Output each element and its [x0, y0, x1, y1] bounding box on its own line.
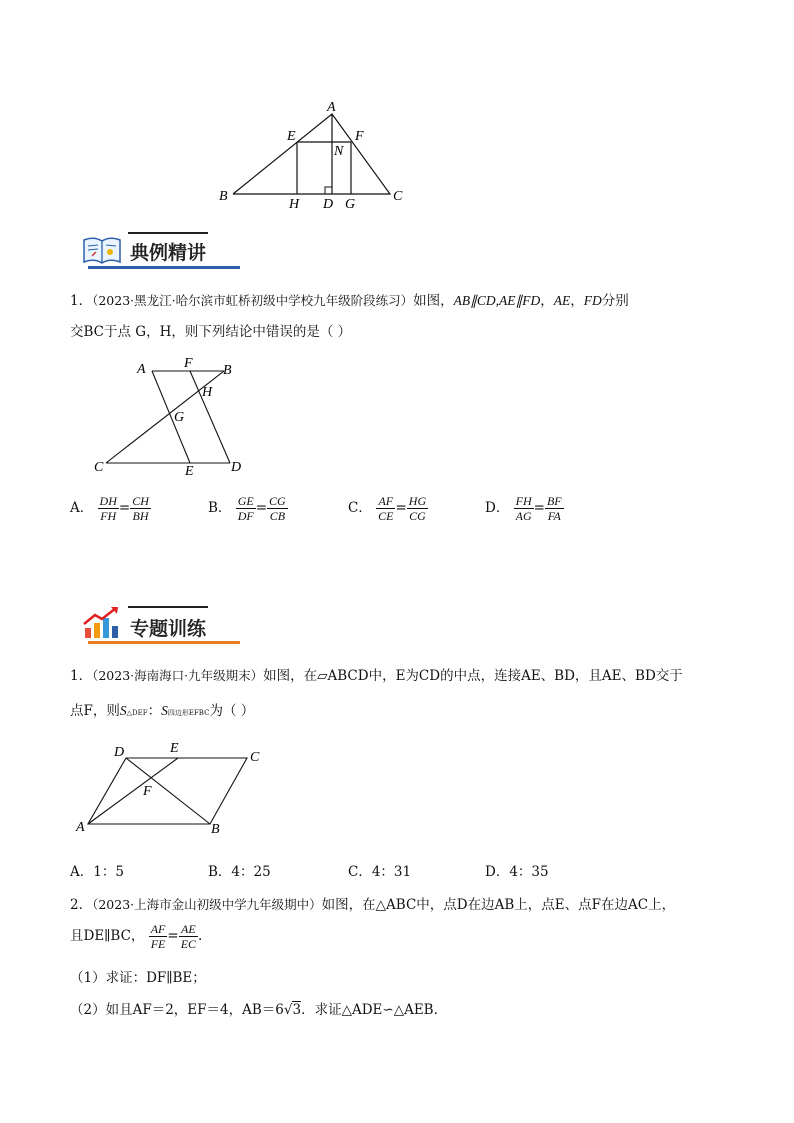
figure-parallelogram [70, 738, 270, 838]
option-d[interactable]: D． $\frac{FH}{AG}$ = $\frac{BF}{FA}$ [485, 494, 562, 523]
label-b: B [211, 822, 220, 837]
label-c: C [94, 460, 104, 475]
q2-line2: 且DE∥BC， $\frac{AF}{FE}$ = $\frac{AE}{EC}$ . [70, 922, 203, 951]
figure-example1 [90, 355, 255, 480]
q2-part2: （2）如且AF＝2，EF＝4，AB＝6√3．求证△ADE∽△AEB. [70, 1002, 438, 1018]
label-a: A [137, 362, 146, 377]
label-c: C [250, 750, 260, 765]
option-b[interactable]: B． $\frac{GE}{DF}$ = $\frac{CG}{CB}$ [208, 494, 286, 523]
section-banner-examples [80, 230, 240, 274]
right-angle-mark [325, 187, 332, 194]
section-title-examples: 典例精讲 [130, 242, 207, 264]
label-d: D [323, 197, 334, 211]
label-e: E [287, 129, 296, 144]
label-f: F [355, 129, 364, 144]
label-a: A [327, 100, 336, 115]
label-d: D [231, 460, 242, 475]
label-g: G [174, 410, 185, 425]
option-a[interactable]: A． $\frac{DH}{FH}$ = $\frac{CH}{BH}$ [70, 494, 149, 523]
section-banner-training [80, 604, 240, 648]
section-title-training: 专题训练 [130, 618, 207, 640]
sqrt-sign: √ [283, 1002, 293, 1018]
label-c: C [393, 189, 403, 204]
label-a: A [76, 820, 85, 835]
label-b: B [219, 189, 228, 204]
q1-option-a[interactable]: A．1：5 [70, 864, 124, 880]
label-e: E [185, 464, 194, 479]
q1-line2: 点F，则S△DEF：S四边形EFBC为（ ） [70, 703, 255, 719]
example1-line2: 交BC于点 G，H，则下列结论中错误的是（ ） [70, 324, 352, 340]
label-h: H [289, 197, 300, 211]
label-h: H [202, 385, 213, 400]
figure-triangle-rectangle [215, 96, 415, 211]
label-f: F [143, 784, 152, 799]
label-g: G [345, 197, 356, 211]
q2-line1: 2．（2023·上海市金山初级中学九年级期中）如图，在△ABC中，点D在边AB上，点E、点F在边AC上， [70, 897, 676, 913]
label-f: F [184, 356, 193, 371]
label-d: D [114, 745, 125, 760]
q2-part1: （1）求证：DF∥BE； [70, 970, 206, 986]
book-icon [80, 232, 124, 268]
chart-icon [80, 604, 124, 642]
q1-line1: 1．（2023·海南海口·九年级期末）如图，在▱ABCD中，E为CD的中点，连接AE、BD，且AE、BD交于 [70, 668, 683, 684]
example1-line1: 1．（2023·黑龙江·哈尔滨市虹桥初级中学校九年级阶段练习）如图，AB∥CD,AE∥FD，AE，FD分别 [70, 293, 629, 309]
label-n: N [334, 144, 344, 159]
triangle-outline [233, 114, 390, 194]
option-c[interactable]: C． $\frac{AF}{CE}$ = $\frac{HG}{CG}$ [348, 494, 427, 523]
q1-option-c[interactable]: C．4：31 [348, 864, 412, 880]
q1-option-b[interactable]: B．4：25 [208, 864, 271, 880]
label-e: E [170, 741, 179, 756]
label-b: B [223, 363, 232, 378]
q1-option-d[interactable]: D．4：35 [485, 864, 549, 880]
